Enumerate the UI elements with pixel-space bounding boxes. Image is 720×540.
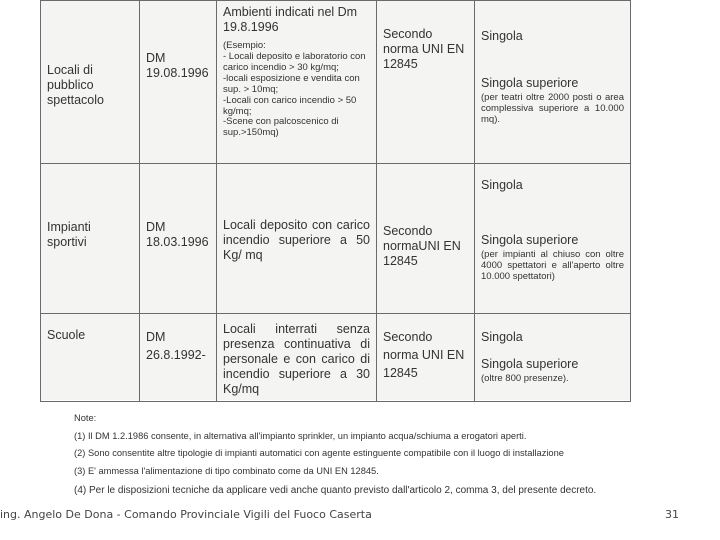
locale-label: Impianti sportivi xyxy=(47,220,91,249)
cell-locale xyxy=(41,314,140,402)
tipo-singola-superiore: Singola superiore xyxy=(481,357,579,371)
cell-dm xyxy=(140,164,217,314)
cell-tipo xyxy=(475,1,631,164)
note-item-4: (4) Per le disposizioni tecniche da applicare vedi anche quanto previsto dall'articolo 2, comma 3, del presente decreto. xyxy=(74,484,597,496)
tipo-singola: Singola xyxy=(481,29,523,43)
norma-label: Secondo norma UNI EN 12845 xyxy=(383,27,465,71)
tipo-singola-superiore: Singola superiore xyxy=(481,76,579,90)
ambienti-detail: (Esempio: - Locali deposito e laboratorio con carico incendio > 30 kg/mq; -locali esposizione e vendita con sup. > 10mq; -Locali con carico incendio > 50 kg/mq; -Scene con palcoscenico di sup.>150mq) xyxy=(223,40,366,139)
norma-label: Secondo norma UNI EN 12845 xyxy=(383,330,465,381)
cell-locale xyxy=(41,1,140,164)
tipo-singola: Singola xyxy=(481,330,523,344)
cell-ambienti xyxy=(217,314,377,402)
locale-label: Locali di pubblico spettacolo xyxy=(47,63,104,107)
tipo-detail: (per impianti al chiuso con oltre 4000 spettatori e all'aperto oltre 10.000 spettatori) xyxy=(481,249,624,282)
cell-norma xyxy=(377,164,475,314)
sprinkler-requirements-table xyxy=(40,0,631,402)
cell-tipo xyxy=(475,314,631,402)
ambienti-title: Locali deposito con carico incendio superiore a 50 Kg/ mq xyxy=(223,218,370,262)
notes-title: Note: xyxy=(74,413,97,423)
cell-locale xyxy=(41,164,140,314)
cell-dm xyxy=(140,314,217,402)
table-row xyxy=(41,1,631,164)
cell-dm xyxy=(140,1,217,164)
ambienti-title: Locali interrati senza presenza continuativa di personale e con carico di incendio superiore a 30 Kg/mq xyxy=(223,322,370,396)
cell-tipo xyxy=(475,164,631,314)
cell-norma xyxy=(377,1,475,164)
tipo-singola-superiore: Singola superiore xyxy=(481,233,579,247)
footer-author: ing. Angelo De Dona - Comando Provinciale Vigili del Fuoco Caserta xyxy=(0,508,372,521)
notes-block xyxy=(74,410,634,500)
cell-ambienti xyxy=(217,1,377,164)
cell-norma xyxy=(377,314,475,402)
dm-label: DM 18.03.1996 xyxy=(146,220,209,249)
norma-label: Secondo normaUNI EN 12845 xyxy=(383,224,461,268)
tipo-singola: Singola xyxy=(481,178,523,192)
locale-label: Scuole xyxy=(47,328,86,342)
note-item-3: (3) E' ammessa l'alimentazione di tipo combinato come da UNI EN 12845. xyxy=(74,465,379,476)
table-row xyxy=(41,164,631,314)
cell-ambienti xyxy=(217,164,377,314)
table-row xyxy=(41,314,631,402)
tipo-detail: (oltre 800 presenze). xyxy=(481,373,569,384)
note-item-1: (1) Il DM 1.2.1986 consente, in alternativa all'impianto sprinkler, un impianto acqua/schiuma a erogatori aperti. xyxy=(74,430,527,441)
note-item-2: (2) Sono consentite altre tipologie di impianti automatici con agente estinguente compatibile con il luogo di installazione xyxy=(74,448,564,459)
dm-label: DM 19.08.1996 xyxy=(146,51,209,80)
ambienti-title: Ambienti indicati nel Dm 19.8.1996 xyxy=(223,5,358,34)
page-number: 31 xyxy=(665,508,679,521)
dm-label: DM 26.8.1992- xyxy=(146,330,206,363)
tipo-detail: (per teatri oltre 2000 posti o area complessiva superiore a 10.000 mq). xyxy=(481,92,624,125)
